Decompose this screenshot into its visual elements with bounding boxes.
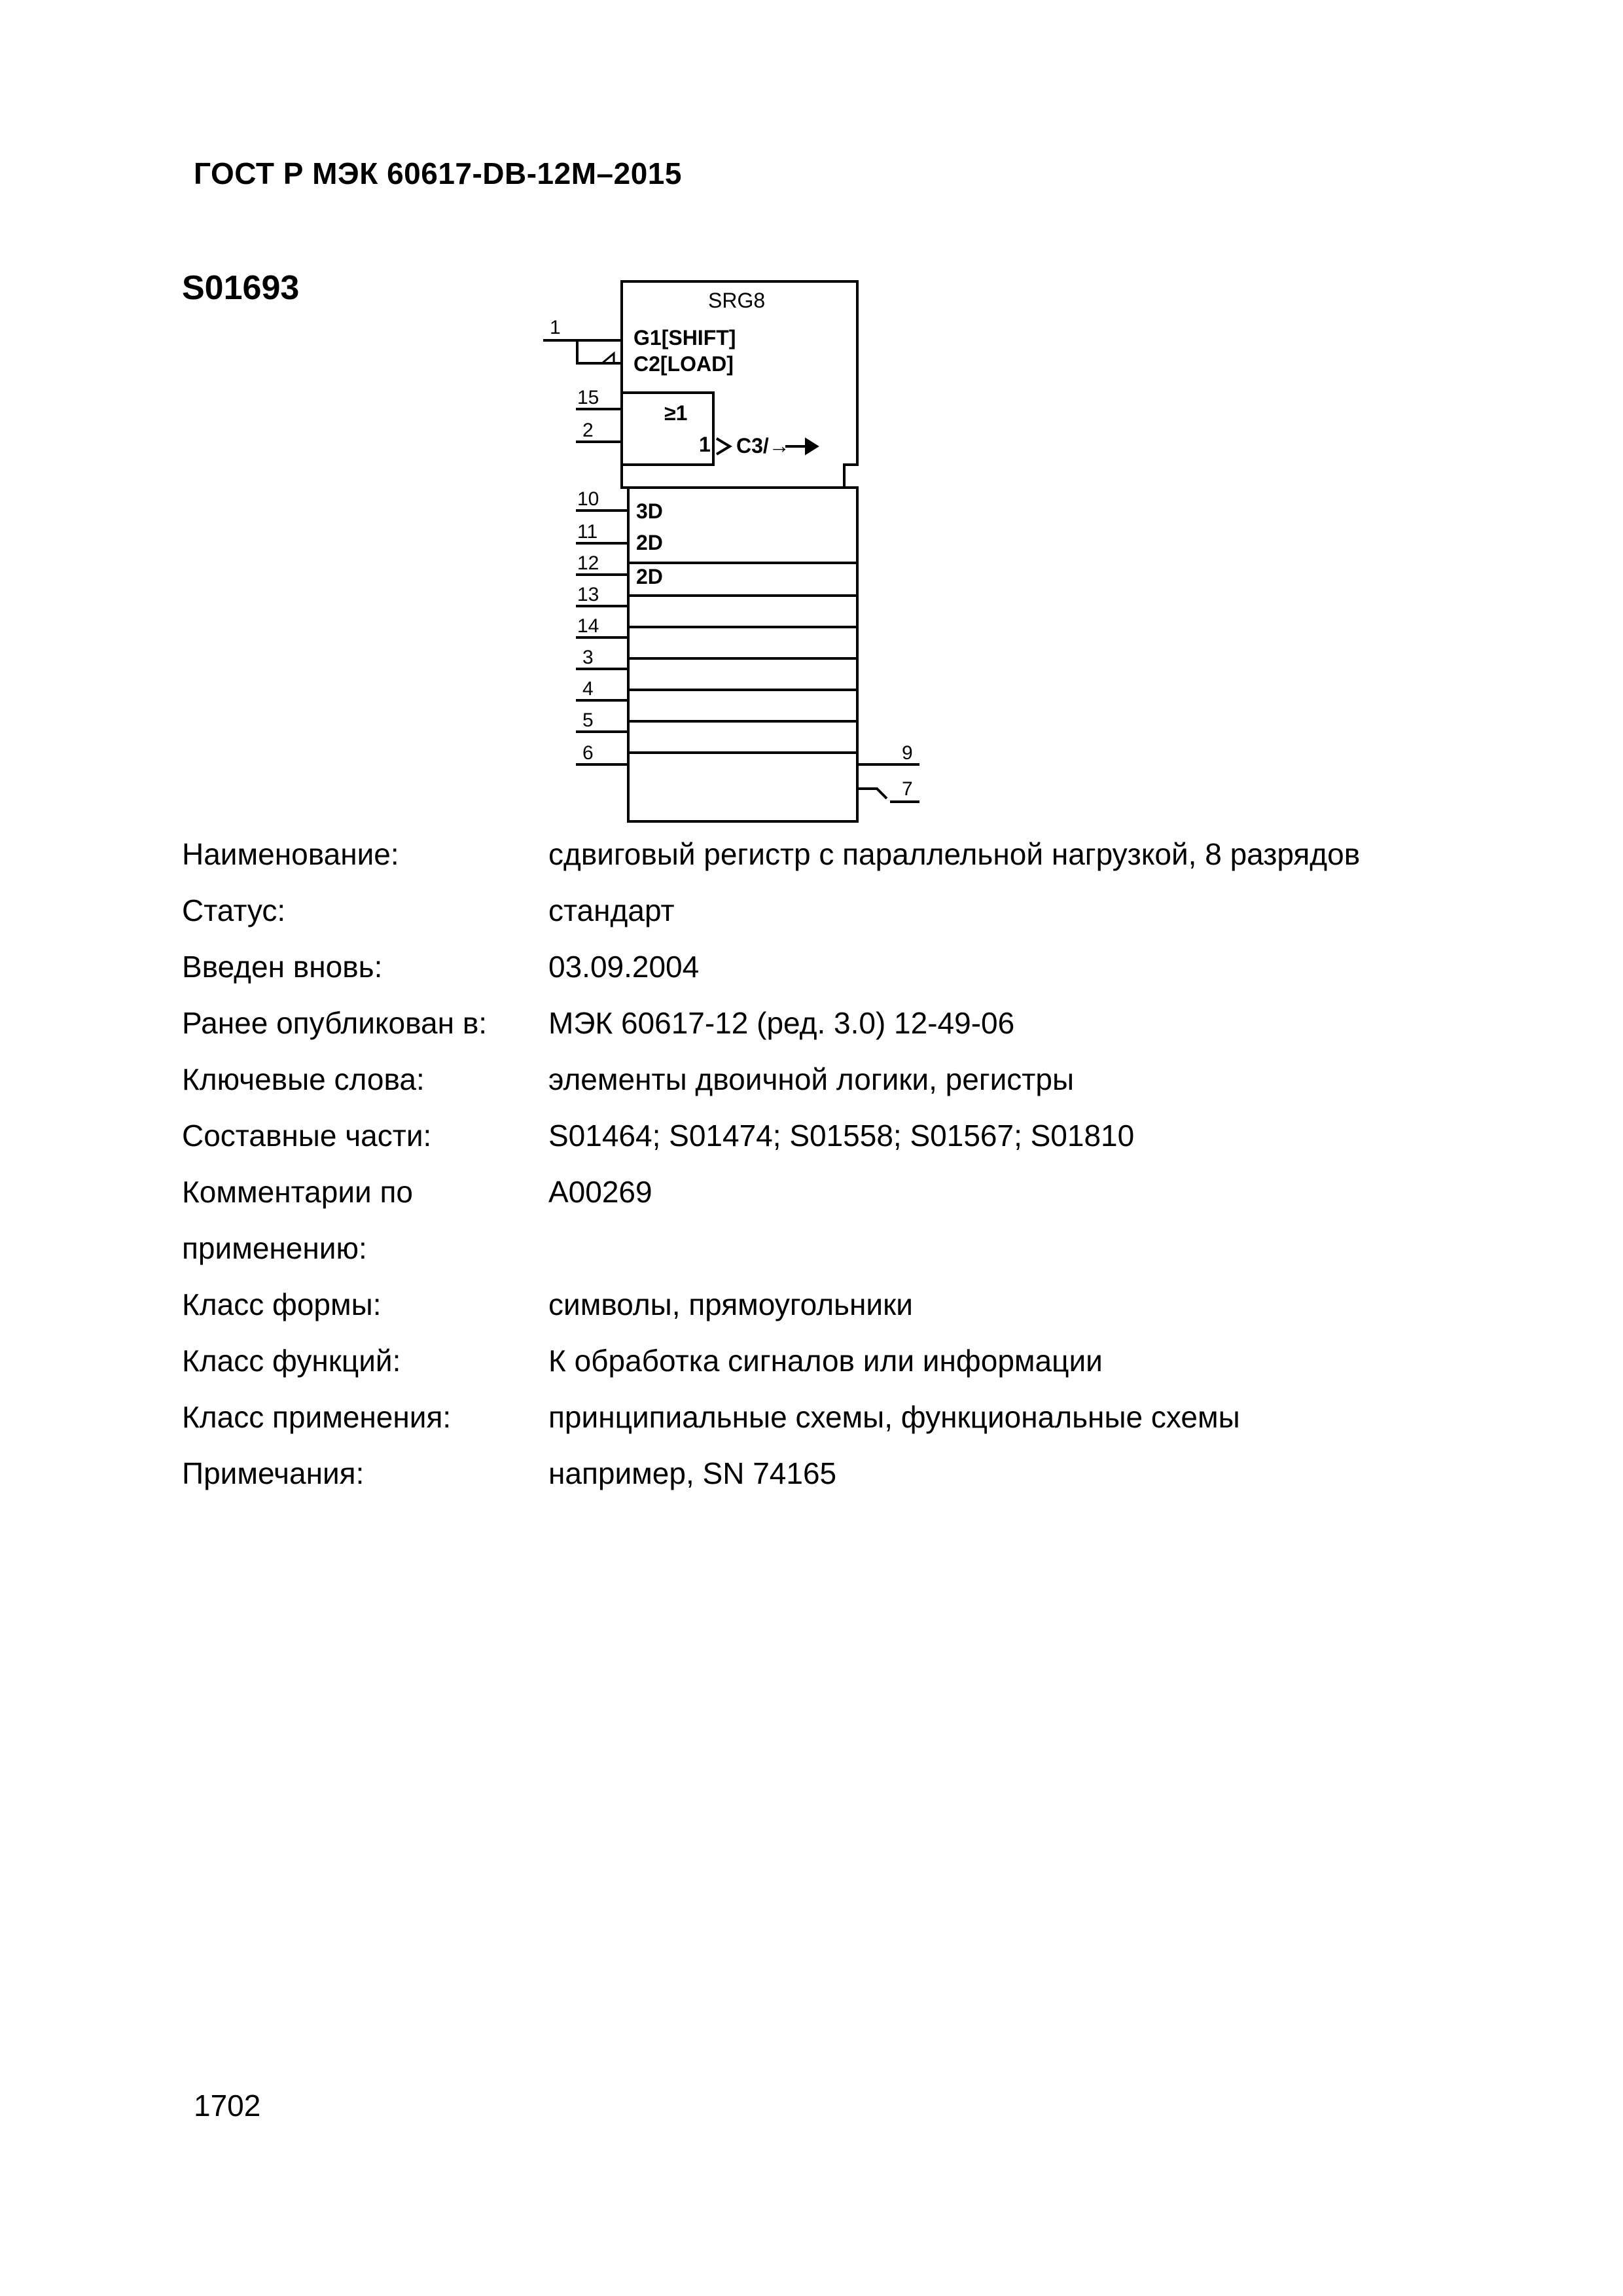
pin-label: 9 bbox=[902, 742, 913, 764]
property-row bbox=[182, 1051, 1497, 1107]
property-row bbox=[182, 995, 1497, 1051]
property-value: например, SN 74165 bbox=[548, 1456, 837, 1490]
properties-table bbox=[182, 826, 1497, 1501]
property-row bbox=[182, 1445, 1497, 1501]
pin-label: 12 bbox=[577, 552, 599, 574]
property-label: Составные части: bbox=[182, 1119, 432, 1153]
pin-label: 1 bbox=[550, 317, 561, 338]
property-value: К обработка сигналов или информации bbox=[548, 1344, 1103, 1378]
symbol-code: S01693 bbox=[182, 269, 300, 307]
pin-label: 11 bbox=[577, 521, 598, 543]
property-value: МЭК 60617-12 (ред. 3.0) 12-49-06 bbox=[548, 1006, 1015, 1040]
control-label-shift: G1[SHIFT] bbox=[633, 326, 736, 350]
property-value bbox=[548, 1220, 1497, 1276]
property-label: применению: bbox=[182, 1231, 367, 1265]
property-label: Ключевые слова: bbox=[182, 1062, 425, 1096]
property-value: 03.09.2004 bbox=[548, 950, 700, 984]
property-row bbox=[182, 882, 1497, 939]
pin-label: 7 bbox=[902, 778, 913, 800]
property-value: сдвиговый регистр с параллельной нагрузкой, 8 разрядов bbox=[548, 837, 1361, 871]
property-label: Класс формы: bbox=[182, 1287, 382, 1321]
property-label: Введен вновь: bbox=[182, 950, 383, 984]
property-label: Класс функций: bbox=[182, 1344, 401, 1378]
pin-label: 15 bbox=[577, 387, 599, 408]
property-value: S01464; S01474; S01558; S01567; S01810 bbox=[548, 1119, 1135, 1153]
property-label: Ранее опубликован в: bbox=[182, 1006, 488, 1040]
property-value: стандарт bbox=[548, 893, 675, 927]
property-value: A00269 bbox=[548, 1175, 652, 1209]
negation-indicator bbox=[602, 353, 614, 363]
dynamic-input-indicator bbox=[717, 439, 730, 454]
property-label: Класс применения: bbox=[182, 1400, 452, 1434]
pin-label: 5 bbox=[582, 709, 594, 731]
control-label-load: C2[LOAD] bbox=[633, 352, 734, 376]
property-row bbox=[182, 1333, 1497, 1389]
property-value: символы, прямоугольники bbox=[548, 1287, 913, 1321]
property-row bbox=[182, 1220, 1497, 1276]
property-label: Наименование: bbox=[182, 837, 399, 871]
standard-title: ГОСТ Р МЭК 60617-DB-12M–2015 bbox=[194, 156, 682, 190]
property-label: Статус: bbox=[182, 893, 286, 927]
property-label: Комментарии по bbox=[182, 1175, 413, 1209]
block-label: SRG8 bbox=[708, 289, 766, 312]
pin-label: 6 bbox=[582, 742, 594, 764]
pin-label: 13 bbox=[577, 584, 599, 605]
property-row bbox=[182, 1107, 1497, 1164]
shift-arrow-head bbox=[806, 440, 817, 453]
register-cell-dividers bbox=[628, 563, 857, 753]
clock-label: C3/→ bbox=[736, 434, 790, 457]
property-label: Примечания: bbox=[182, 1456, 365, 1490]
pin-label: 10 bbox=[577, 488, 599, 510]
page-number: 1702 bbox=[194, 2089, 261, 2123]
or-gate-label: ≥1 bbox=[664, 401, 688, 425]
property-row bbox=[182, 1389, 1497, 1445]
property-value: принципиальные схемы, функциональные схемы bbox=[548, 1400, 1240, 1434]
pin-label: 3 bbox=[582, 647, 594, 668]
property-row bbox=[182, 1164, 1497, 1220]
pin-label: 2 bbox=[582, 420, 594, 441]
or-output-label: 1 bbox=[699, 433, 711, 456]
property-row bbox=[182, 826, 1497, 882]
cell-label-2d: 2D bbox=[636, 531, 663, 554]
cell-label-3d: 3D bbox=[636, 499, 663, 523]
property-row bbox=[182, 939, 1497, 995]
property-row bbox=[182, 1276, 1497, 1333]
shift-register-symbol bbox=[537, 275, 929, 831]
pin-label: 14 bbox=[577, 615, 599, 637]
pin-label: 4 bbox=[582, 678, 594, 700]
cell-label-2d: 2D bbox=[636, 565, 663, 588]
property-value: элементы двоичной логики, регистры bbox=[548, 1062, 1075, 1096]
